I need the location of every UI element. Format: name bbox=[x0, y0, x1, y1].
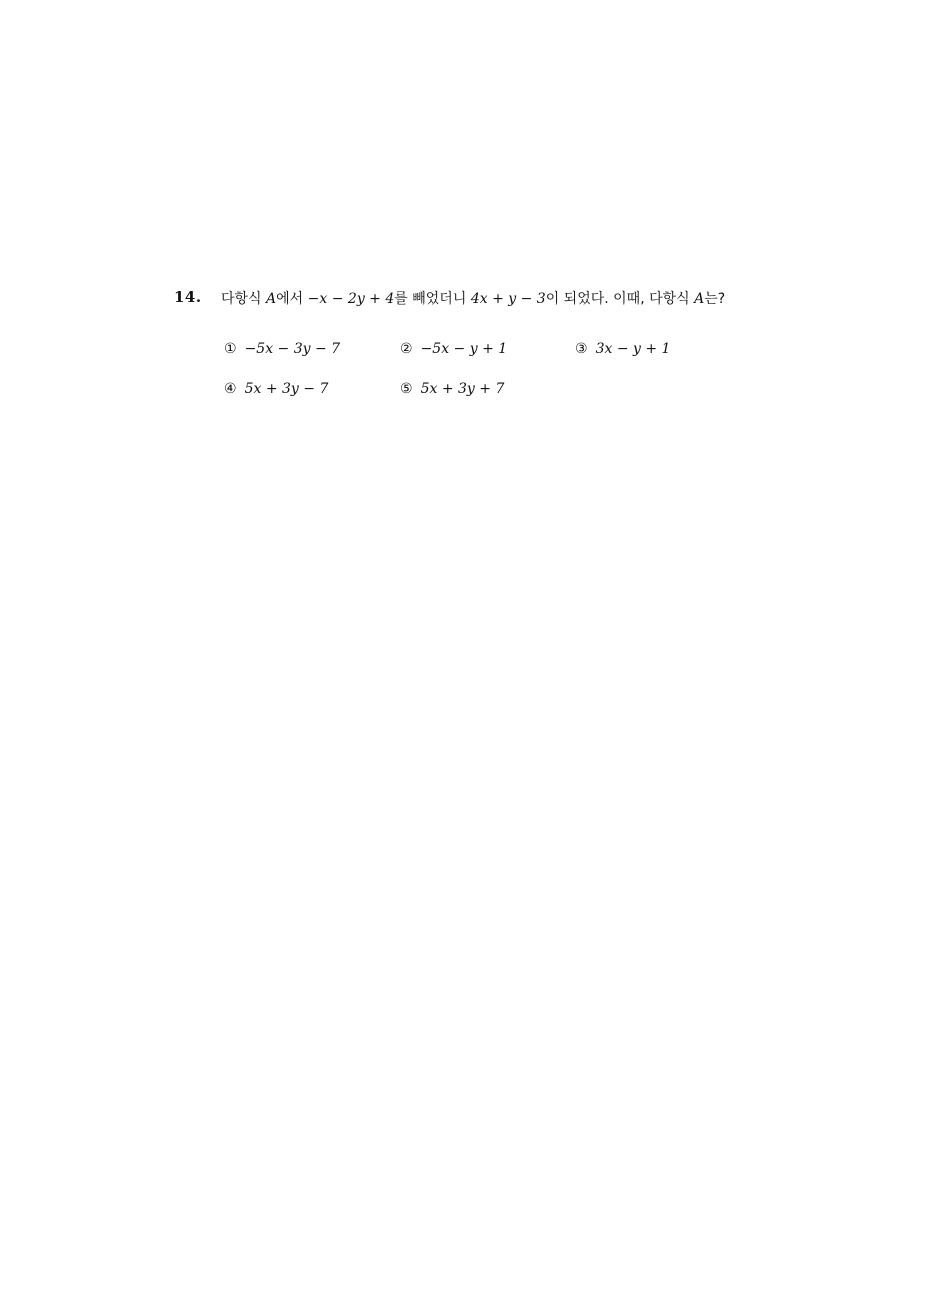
choice-expression: 3x − y + 1 bbox=[595, 341, 671, 357]
question-number: 14. bbox=[174, 288, 202, 306]
choice-2[interactable] bbox=[400, 341, 507, 357]
question-text-part: 는? bbox=[704, 291, 726, 307]
choice-marker: ⑤ bbox=[400, 381, 413, 397]
choice-5[interactable] bbox=[400, 381, 504, 397]
choice-marker: ④ bbox=[224, 381, 237, 397]
math-expression: 4x + y − 3 bbox=[470, 291, 546, 307]
question-text-part: 를 빼었더니 bbox=[394, 291, 471, 307]
choice-4[interactable] bbox=[224, 381, 328, 397]
question-text bbox=[221, 288, 725, 308]
question-text-part: 에서 bbox=[276, 291, 308, 307]
question-text-part: 다항식 bbox=[221, 291, 267, 307]
choice-marker: ② bbox=[400, 341, 413, 357]
choice-1[interactable] bbox=[224, 341, 340, 357]
choice-expression: −5x − y + 1 bbox=[420, 341, 508, 357]
choice-3[interactable] bbox=[575, 341, 670, 357]
choice-expression: −5x − 3y − 7 bbox=[244, 341, 341, 357]
math-variable: A bbox=[694, 291, 705, 307]
question-text-part: 이 되었다. 이때, 다항식 bbox=[545, 291, 695, 307]
choice-expression: 5x + 3y − 7 bbox=[244, 381, 329, 397]
math-expression: −x − 2y + 4 bbox=[307, 291, 395, 307]
choice-expression: 5x + 3y + 7 bbox=[420, 381, 505, 397]
math-variable: A bbox=[266, 291, 277, 307]
choice-marker: ③ bbox=[575, 341, 588, 357]
choice-marker: ① bbox=[224, 341, 237, 357]
